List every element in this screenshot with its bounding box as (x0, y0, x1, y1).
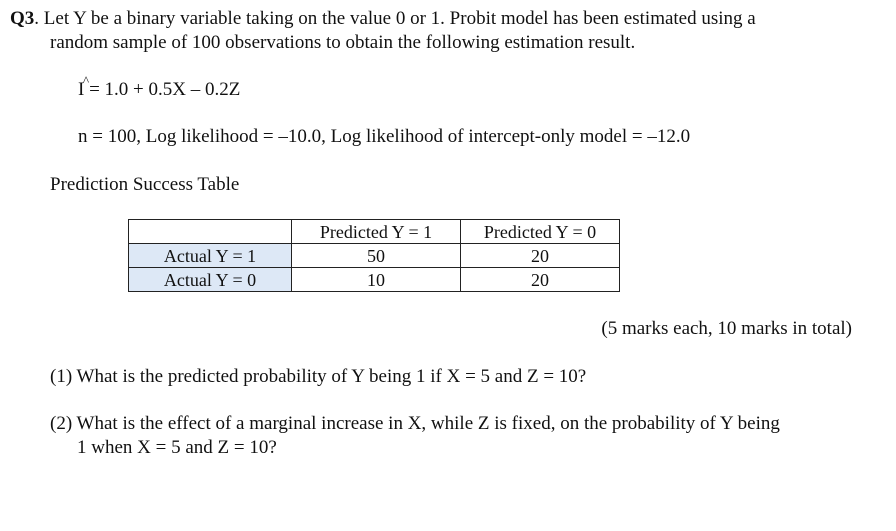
row-header-actual-0: Actual Y = 0 (129, 268, 292, 292)
table-header-row (129, 220, 620, 244)
question-text-line-1: . Let Y be a binary variable taking on the value 0 or 1. Probit model has been estimated using a (34, 8, 756, 29)
model-statistics: n = 100, Log likelihood = –10.0, Log likelihood of intercept-only model = –12.0 (78, 126, 691, 147)
table-cell: 50 (292, 244, 461, 268)
sub-question-2-line-1: (2) What is the effect of a marginal increase in X, while Z is fixed, on the probability of Y being (50, 413, 780, 434)
table-cell: 20 (461, 268, 620, 292)
row-header-actual-1: Actual Y = 1 (129, 244, 292, 268)
prediction-success-table (128, 219, 620, 292)
sub-question-1: (1) What is the predicted probability of Y being 1 if X = 5 and Z = 10? (50, 366, 587, 387)
table-cell: 20 (461, 244, 620, 268)
table-row (129, 268, 620, 292)
hat-symbol: ^ (83, 73, 90, 88)
marks-note: (5 marks each, 10 marks in total) (601, 318, 852, 339)
equation-lhs-symbol: I (78, 79, 85, 100)
table-cell: 10 (292, 268, 461, 292)
sub-question-2-line-2: 1 when X = 5 and Z = 10? (77, 437, 277, 458)
table-corner-cell (129, 220, 292, 244)
question-line-1 (10, 7, 756, 31)
estimated-equation (78, 73, 241, 102)
table-title: Prediction Success Table (50, 174, 240, 195)
question-text-line-2: random sample of 100 observations to obtain the following estimation result. (50, 32, 636, 53)
table-row (129, 244, 620, 268)
equation-lhs (78, 73, 90, 102)
col-header-predicted-1: Predicted Y = 1 (292, 220, 461, 244)
equation-rhs: = 1.0 + 0.5X – 0.2Z (89, 79, 241, 100)
col-header-predicted-0: Predicted Y = 0 (461, 220, 620, 244)
question-number: Q3 (10, 8, 35, 29)
